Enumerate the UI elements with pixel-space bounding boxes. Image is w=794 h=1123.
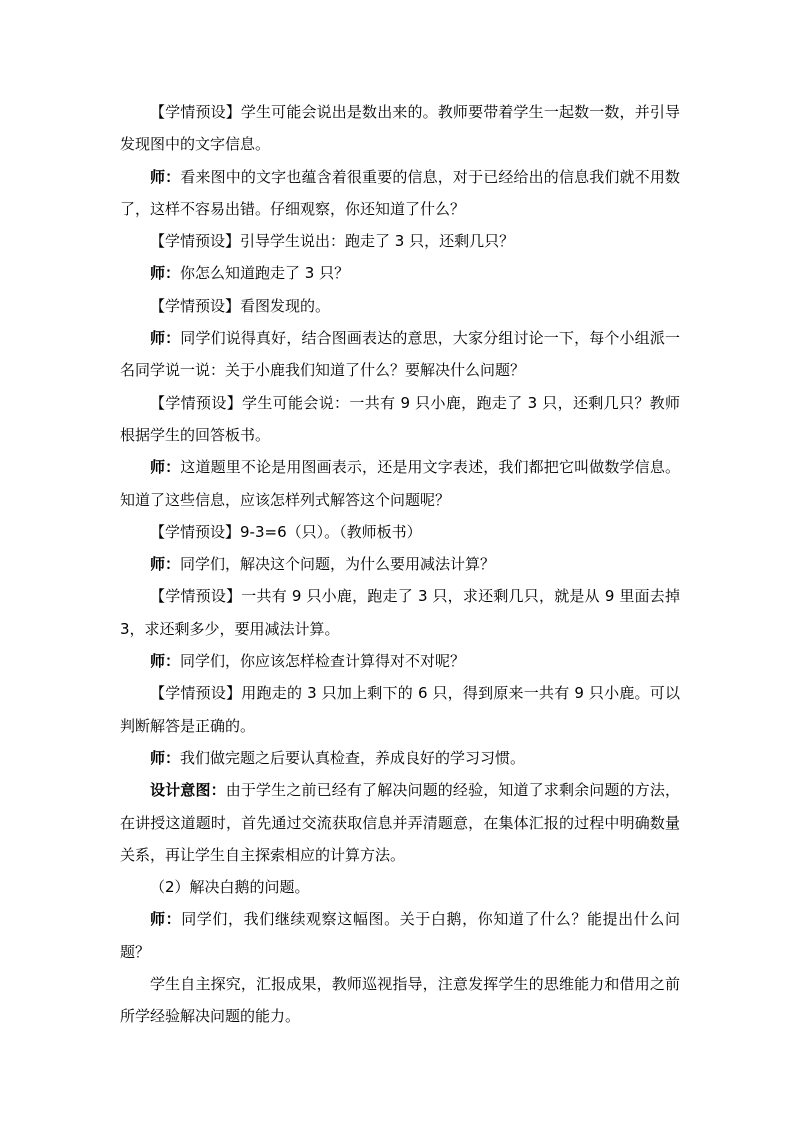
speaker-label: 师：	[150, 555, 181, 574]
design-intent-label: 设计意图：	[150, 781, 226, 800]
paragraph-17	[120, 903, 680, 968]
paragraph-text: 看来图中的文字也蕴含着很重要的信息，对于已经给出的信息我们就不用数了，这样不容易出错。仔细观察，你还知道了什么？	[120, 167, 680, 218]
paragraph-text: 【学情预设】学生可能会说：一共有 9 只小鹿，跑走了 3 只，还剩几只？教师根据学生的回答板书。	[120, 393, 680, 444]
paragraph-text: 【学情预设】9-3=6（只）。（教师板书）	[150, 522, 422, 541]
paragraph-text: 同学们，我们继续观察这幅图。关于白鹅，你知道了什么？能提出什么问题？	[120, 910, 680, 961]
paragraph-11	[120, 580, 680, 645]
paragraph-text: 由于学生之前已经有了解决问题的经验，知道了求剩余问题的方法，在讲授这道题时，首先通过交流获取信息并弄清题意，在集体汇报的过程中明确数量关系，再让学生自主探索相应的计算方法。	[120, 781, 680, 864]
paragraph-16	[120, 871, 680, 903]
paragraph-4	[120, 257, 680, 289]
paragraph-text: 这道题里不论是用图画表示，还是用文字表述，我们都把它叫做数学信息。知道了这些信息，应该怎样列式解答这个问题呢？	[120, 458, 680, 509]
paragraph-7	[120, 387, 680, 452]
speaker-label: 师：	[150, 458, 181, 477]
document-body	[120, 96, 680, 1033]
paragraph-18	[120, 968, 680, 1033]
speaker-label: 师：	[150, 167, 181, 186]
paragraph-text: 同学们，你应该怎样检查计算得对不对呢？	[180, 652, 466, 671]
paragraph-8	[120, 451, 680, 516]
paragraph-6	[120, 322, 680, 387]
paragraph-text: 同学们说得真好，结合图画表达的意思，大家分组讨论一下，每个小组派一名同学说一说：关于小鹿我们知道了什么？要解决什么问题？	[120, 329, 680, 380]
speaker-label: 师：	[150, 329, 181, 348]
paragraph-text: 我们做完题之后要认真检查，养成良好的学习习惯。	[180, 748, 526, 767]
paragraph-text: 【学情预设】用跑走的 3 只加上剩下的 6 只，得到原来一共有 9 只小鹿。可以判断解答是正确的。	[120, 684, 680, 735]
paragraph-12	[120, 645, 680, 677]
speaker-label: 师：	[150, 652, 181, 671]
paragraph-5	[120, 290, 680, 322]
speaker-label: 师：	[150, 748, 181, 767]
paragraph-text: （2）解决白鹅的问题。	[150, 878, 310, 897]
paragraph-15	[120, 774, 680, 871]
paragraph-14	[120, 742, 680, 774]
speaker-label: 师：	[150, 264, 181, 283]
paragraph-text: 【学情预设】引导学生说出：跑走了 3 只，还剩几只？	[150, 232, 515, 251]
paragraph-text: 【学情预设】看图发现的。	[150, 296, 331, 315]
speaker-label: 师：	[150, 910, 182, 929]
paragraph-text: 你怎么知道跑走了 3 只？	[180, 264, 350, 283]
paragraph-text: 同学们，解决这个问题，为什么要用减法计算？	[180, 555, 496, 574]
paragraph-3	[120, 225, 680, 257]
paragraph-1	[120, 96, 680, 161]
paragraph-10	[120, 548, 680, 580]
paragraph-2	[120, 161, 680, 226]
paragraph-9	[120, 516, 680, 548]
paragraph-text: 学生自主探究，汇报成果，教师巡视指导，注意发挥学生的思维能力和借用之前所学经验解决问题的能力。	[120, 975, 680, 1026]
paragraph-text: 【学情预设】学生可能会说出是数出来的。教师要带着学生一起数一数，并引导发现图中的文字信息。	[120, 103, 680, 154]
paragraph-13	[120, 677, 680, 742]
paragraph-text: 【学情预设】一共有 9 只小鹿，跑走了 3 只，求还剩几只，就是从 9 里面去掉 3，求还剩多少，要用减法计算。	[120, 587, 680, 638]
